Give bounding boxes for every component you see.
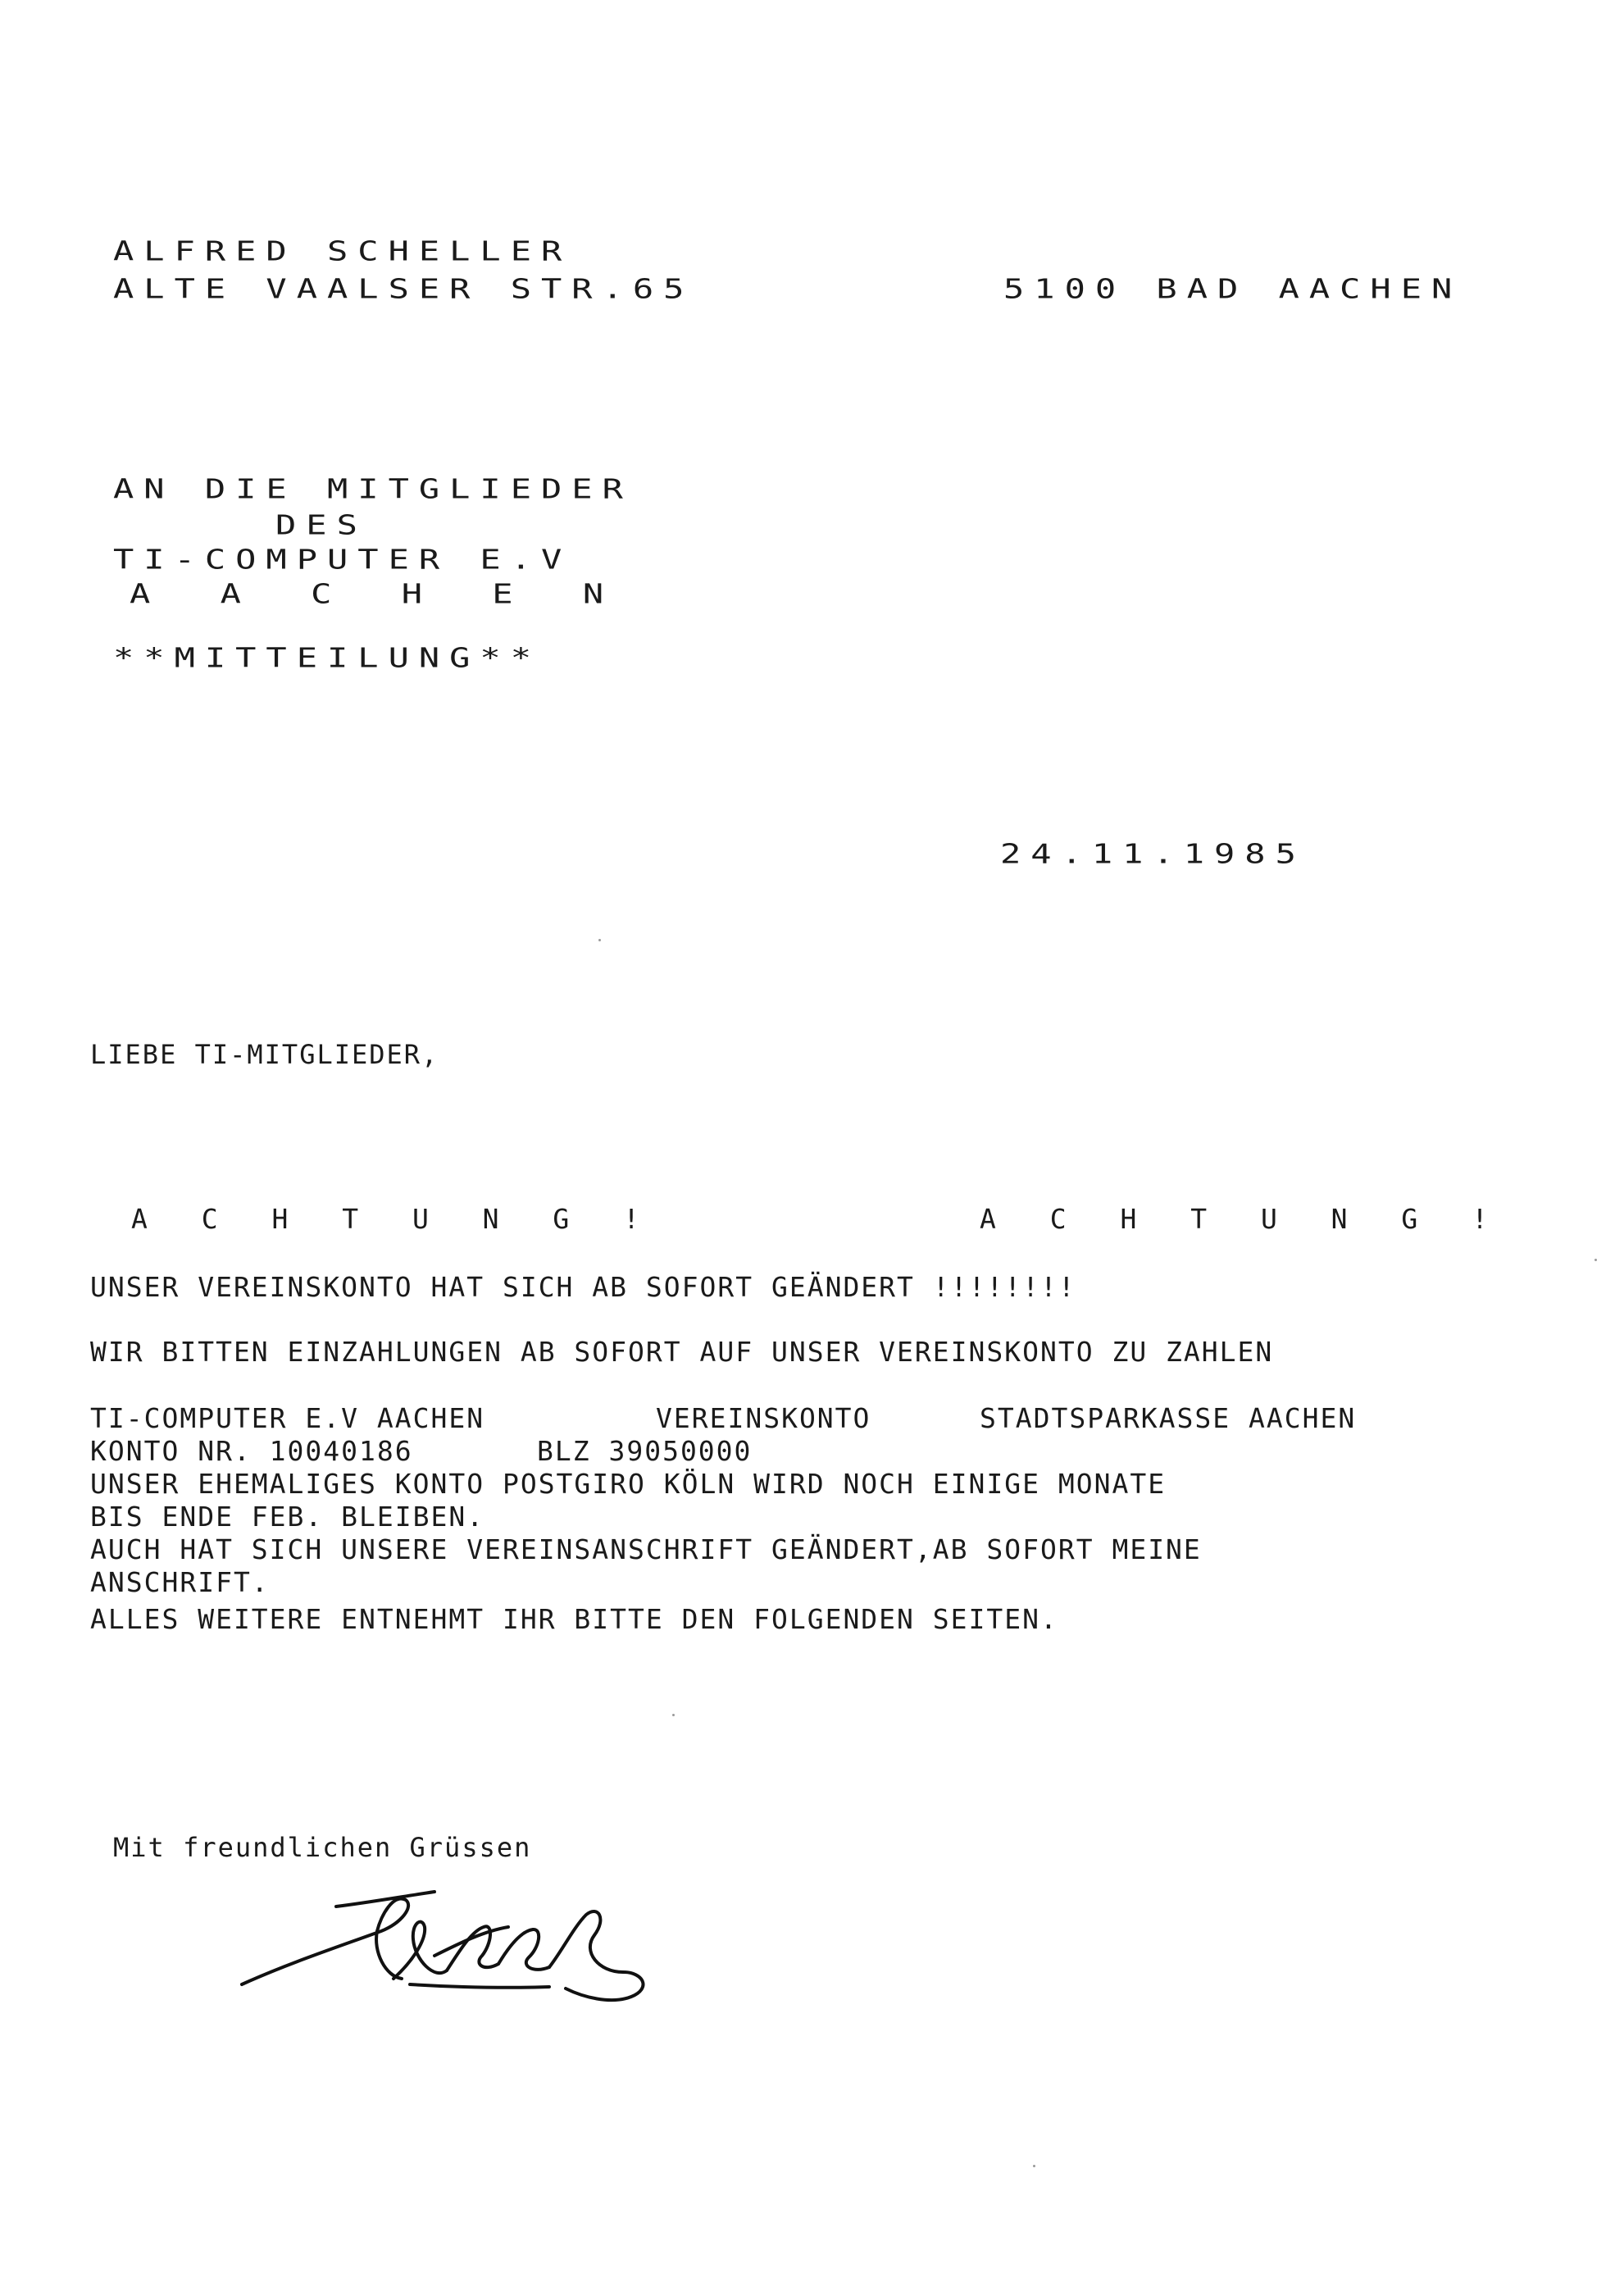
account-blz: BLZ 39050000 <box>537 1435 753 1467</box>
scan-speck <box>598 939 601 941</box>
body-paragraph-3-line-2: BIS ENDE FEB. BLEIBEN. <box>90 1501 485 1533</box>
body-paragraph-4-line-1: AUCH HAT SICH UNSERE VEREINSANSCHRIFT GEÄNDERT,AB SOFORT MEINE <box>90 1533 1202 1565</box>
account-bank: STADTSPARKASSE AACHEN <box>980 1402 1357 1434</box>
recipient-line-1: AN DIE MITGLIEDER <box>113 472 633 505</box>
body-paragraph-3-line-1: UNSER EHEMALIGES KONTO POSTGIRO KÖLN WIRD NOCH EINIGE MONATE <box>90 1468 1167 1500</box>
scan-speck <box>672 1714 675 1716</box>
recipient-line-4: A A C H E N <box>130 577 629 610</box>
letter-date: 24.11.1985 <box>1000 837 1306 870</box>
account-label: VEREINSKONTO <box>656 1402 871 1434</box>
recipient-line-2: DES <box>275 508 367 541</box>
sender-street: ALTE VAALSER STR.65 <box>113 272 694 305</box>
scan-speck <box>1033 2165 1035 2167</box>
closing: Mit freundlichen Grüssen <box>113 1832 532 1863</box>
sender-name: ALFRED SCHELLER <box>113 235 572 267</box>
account-organization: TI-COMPUTER E.V AACHEN <box>90 1402 485 1434</box>
body-paragraph-5: ALLES WEITERE ENTNEHMT IHR BITTE DEN FOLGENDEN SEITEN. <box>90 1603 1058 1635</box>
attention-right: A C H T U N G ! <box>980 1203 1508 1235</box>
body-paragraph-4-line-2: ANSCHRIFT. <box>90 1566 270 1598</box>
account-number: KONTO NR. 10040186 <box>90 1435 413 1467</box>
scan-speck <box>1594 1259 1597 1261</box>
attention-left: A C H T U N G ! <box>131 1203 659 1235</box>
salutation: LIEBE TI-MITGLIEDER, <box>90 1039 439 1070</box>
recipient-line-3: TI-COMPUTER E.V <box>113 543 572 576</box>
sender-city: 5100 BAD AACHEN <box>1003 272 1463 305</box>
signature-image <box>238 1882 664 2021</box>
subject-heading: **MITTEILUNG** <box>113 641 542 674</box>
body-paragraph-1: UNSER VEREINSKONTO HAT SICH AB SOFORT GEÄNDERT !!!!!!!! <box>90 1271 1076 1303</box>
body-paragraph-2: WIR BITTEN EINZAHLUNGEN AB SOFORT AUF UNSER VEREINSKONTO ZU ZAHLEN <box>90 1336 1274 1368</box>
